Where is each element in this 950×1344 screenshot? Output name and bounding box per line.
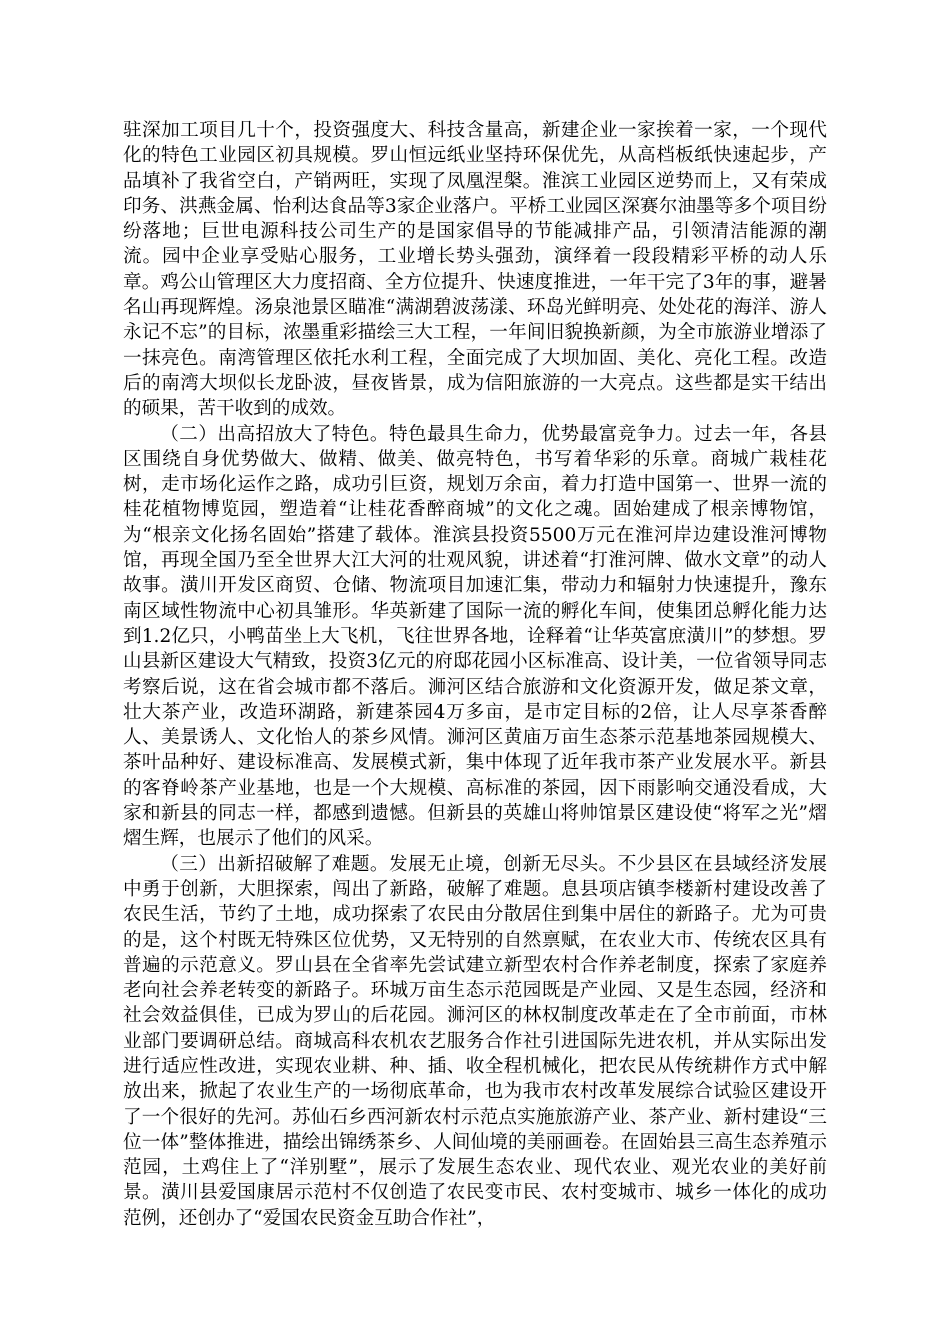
body-text	[123, 118, 827, 1231]
paragraph-industrial-parks: 驻深加工项目几十个，投资强度大、科技含量高，新建企业一家挨着一家，一个现代化的特色工业园区初具规模。罗山恒远纸业坚持环保优先，从高档板纸快速起步，产品填补了我省空白，产销两旺，实现了凤凰涅槃。淮滨工业园区逆势而上，又有荣成印务、洪燕金属、怡利达食品等3家企业落户。平桥工业园区深赛尔油墨等多个项目纷纷落地；巨世电源科技公司生产的是国家倡导的节能减排产品，引领清洁能源的潮流。园中企业享受贴心服务，工业增长势头强劲，演绎着一段段精彩平桥的动人乐章。鸡公山管理区大力度招商、全方位提升、快速度推进，一年干完了3年的事，避暑名山再现辉煌。汤泉池景区瞄准“满湖碧波荡漾、环岛光鲜明亮、处处花的海洋、游人永记不忘”的目标，浓墨重彩描绘三大工程，一年间旧貌换新颜，为全市旅游业增添了一抹亮色。南湾管理区依托水利工程，全面完成了大坝加固、美化、亮化工程。改造后的南湾大坝似长龙卧波，昼夜皆景，成为信阳旅游的一大亮点。这些都是实干结出的硕果，苦干收到的成效。	[123, 120, 827, 420]
paragraph-innovation: （三）出新招破解了难题。发展无止境，创新无尽头。不少县区在县域经济发展中勇于创新，大胆探索，闯出了新路，破解了难题。息县项店镇李楼新村建设改善了农民生活，节约了土地，成功探索了农民由分散居住到集中居住的新路子。尤为可贵的是，这个村既无特殊区位优势，又无特别的自然禀赋，在农业大市、传统农区具有普遍的示范意义。罗山县在全省率先尝试建立新型农村合作养老制度，探索了家庭养老向社会养老转变的新路子。环城万亩生态示范园既是产业园、又是生态园，经济和社会效益俱佳，已成为罗山的后花园。浉河区的林权制度改革走在了全市前面，市林业部门要调研总结。商城高科农机农艺服务合作社引进国际先进农机，并从实际出发进行适应性改进，实现农业耕、种、插、收全程机械化，把农民从传统耕作方式中解放出来，掀起了农业生产的一场彻底革命，也为我市农村改革发展综合试验区建设开了一个很好的先河。苏仙石乡西河新农村示范点实施旅游产业、茶产业、新村建设“三位一体”整体推进，描绘出锦绣茶乡、人间仙境的美丽画卷。在固始县三高生态养殖示范园，土鸡住上了“洋别墅”，展示了发展生态农业、现代农业、观光农业的美好前景。潢川县爱国康居示范村不仅创造了农民变市民、农村变城市、城乡一体化的成功范例，还创办了“爱国农民资金互助合作社”，	[123, 853, 827, 1229]
paragraph-highlight-features: （二）出高招放大了特色。特色最具生命力，优势最富竞争力。过去一年，各县区围绕自身优势做大、做精、做美、做亮特色，书写着华彩的乐章。商城广栽桂花树，走市场化运作之路，成功引巨资，规划万余亩，着力打造中国第一、世界一流的桂花植物博览园，塑造着“让桂花香醉商城”的文化之魂。固始建成了根亲博物馆，为“根亲文化扬名固始”搭建了载体。淮滨县投资5500万元在淮河岸边建设淮河博物馆，再现全国乃至全世界大江大河的壮观风貌，讲述着“打淮河牌、做水文章”的动人故事。潢川开发区商贸、仓储、物流项目加速汇集，带动力和辐射力快速提升，豫东南区域性物流中心初具雏形。华英新建了国际一流的孵化车间，使集团总孵化能力达到1.2亿只，小鸭苗坐上大飞机，飞往世界各地，诠释着“让华英富庶潢川”的梦想。罗山县新区建设大气精致，投资3亿元的府邸花园小区标准高、设计美，一位省领导同志考察后说，这在省会城市都不落后。浉河区结合旅游和文化资源开发，做足茶文章，壮大茶产业，改造环湖路，新建茶园4万多亩，是市定目标的2倍，让人尽享茶香醉人、美景诱人、文化怡人的茶乡风情。浉河区黄庙万亩生态茶示范基地茶园规模大、茶叶品种好、建设标准高、发展模式新，集中体现了近年我市茶产业发展水平。新县的客脊岭茶产业基地，也是一个大规模、高标准的茶园，因下雨影响交通没看成，大家和新县的同志一样，都感到遗憾。但新县的英雄山将帅馆景区建设使“将军之光”熠熠生辉，也展示了他们的风采。	[123, 423, 827, 850]
